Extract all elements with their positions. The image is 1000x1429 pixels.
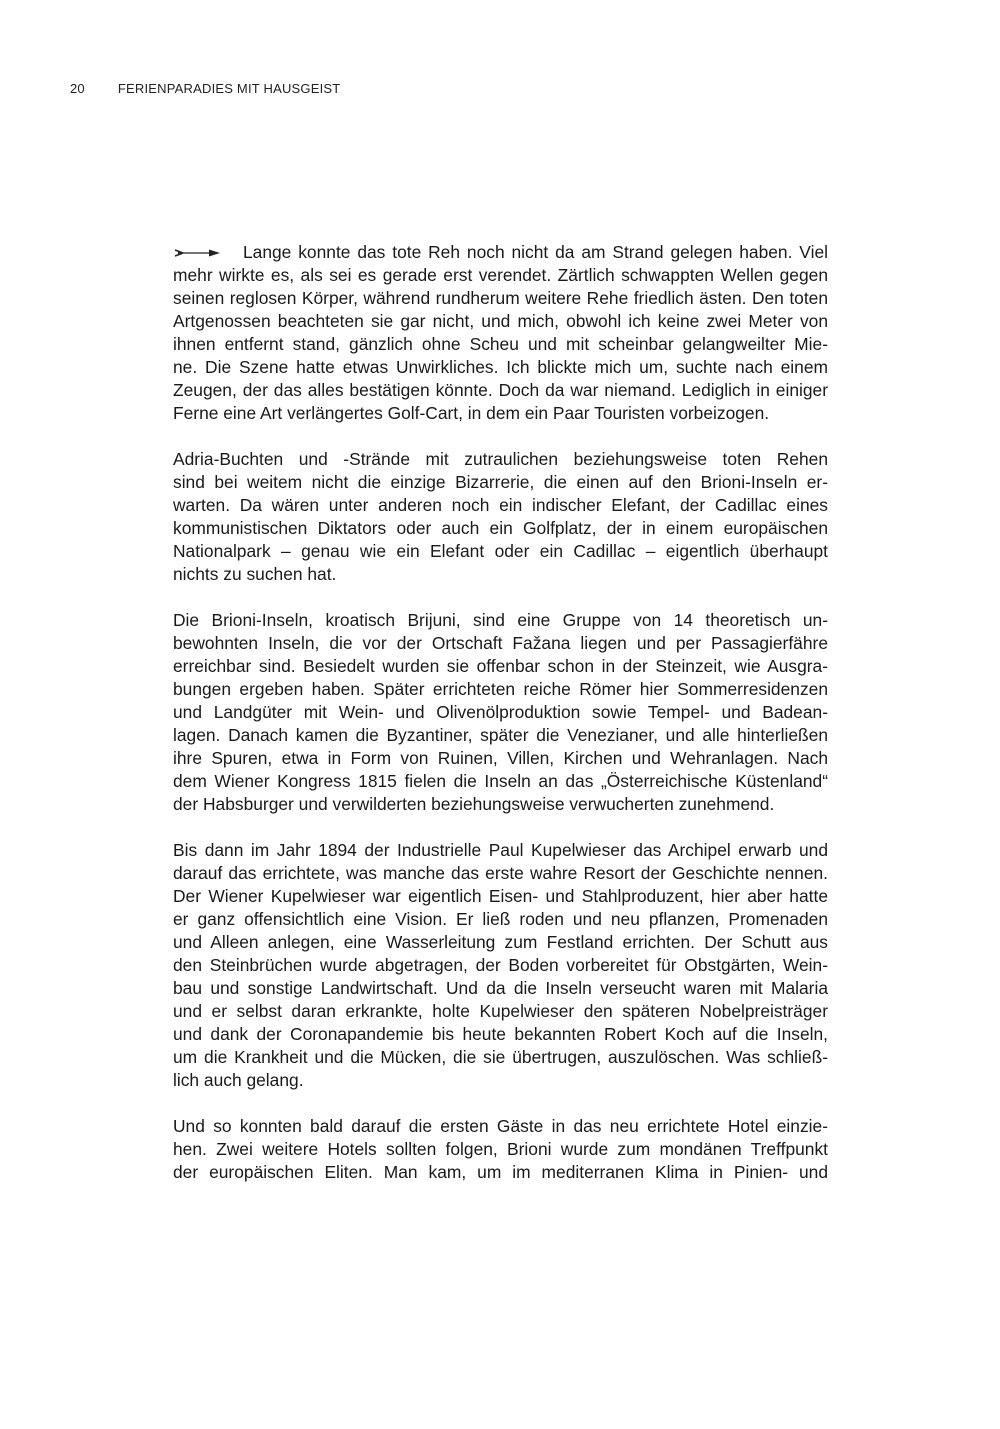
text-line: dem Wiener Kongress 1815 fielen die Inseln an das „Österreichische Küstenland“ xyxy=(173,771,828,791)
text-line: und dank der Coronapandemie bis heute bekannten Robert Koch auf die Inseln, xyxy=(173,1024,828,1044)
paragraph-3 xyxy=(173,609,828,816)
text-line: sind bei weitem nicht die einzige Bizarrerie, die einen auf den Brioni-Inseln er- xyxy=(173,472,828,492)
paragraph-1 xyxy=(173,241,828,425)
text-line: Adria-Buchten und -Strände mit zutraulichen beziehungsweise toten Rehen xyxy=(173,449,828,469)
text-line: Die Brioni-Inseln, kroatisch Brijuni, sind eine Gruppe von 14 theoretisch un- xyxy=(173,610,828,630)
text-line: ihre Spuren, etwa in Form von Ruinen, Villen, Kirchen und Wehranlagen. Nach xyxy=(173,748,828,768)
text-line: der Habsburger und verwilderten beziehungsweise verwucherten zunehmend. xyxy=(173,794,775,814)
arrow-icon xyxy=(173,247,221,259)
body-text xyxy=(173,241,828,1184)
text-line: lich auch gelang. xyxy=(173,1070,304,1090)
text-line: kommunistischen Diktators oder auch ein Golfplatz, der in einem europäischen xyxy=(173,518,828,538)
text-line: seinen reglosen Körper, während rundherum weitere Rehe friedlich ästen. Den toten xyxy=(173,288,828,308)
text-line: Nationalpark – genau wie ein Elefant oder ein Cadillac – eigentlich überhaupt xyxy=(173,541,828,561)
text-line: Ferne eine Art verlängertes Golf-Cart, in dem ein Paar Touristen vorbeizogen. xyxy=(173,403,770,423)
text-line: Artgenossen beachteten sie gar nicht, und mich, obwohl ich keine zwei Meter von xyxy=(173,311,828,331)
text-line: nichts zu suchen hat. xyxy=(173,564,337,584)
text-line: und Alleen anlegen, eine Wasserleitung zum Festland errichten. Der Schutt aus xyxy=(173,932,828,952)
paragraph-4 xyxy=(173,839,828,1092)
text-line: und er selbst daran erkrankte, holte Kupelwieser den späteren Nobelpreisträger xyxy=(173,1001,828,1021)
text-line: ne. Die Szene hatte etwas Unwirkliches. Ich blickte mich um, suchte nach einem xyxy=(173,357,828,377)
page-number: 20 xyxy=(70,81,85,96)
chapter-title: FERIENPARADIES MIT HAUSGEIST xyxy=(117,81,341,96)
text-line: er ganz offensichtlich eine Vision. Er ließ roden und neu pflanzen, Promenaden xyxy=(173,909,828,929)
text-line: bungen ergeben haben. Später errichteten reiche Römer hier Sommerresidenzen xyxy=(173,679,828,699)
text-line: der europäischen Eliten. Man kam, um im mediterranen Klima in Pinien- und xyxy=(173,1162,828,1182)
text-line: Bis dann im Jahr 1894 der Industrielle Paul Kupelwieser das Archipel erwarb und xyxy=(173,840,828,860)
text-line: hen. Zwei weitere Hotels sollten folgen, Brioni wurde zum mondänen Treffpunkt xyxy=(173,1139,828,1159)
text-line: bau und sonstige Landwirtschaft. Und da die Inseln verseucht waren mit Malaria xyxy=(173,978,828,998)
text-line: mehr wirkte es, als sei es gerade erst verendet. Zärtlich schwappten Wellen gegen xyxy=(173,265,828,285)
text-line: und Landgüter mit Wein- und Olivenölproduktion sowie Tempel- und Badean- xyxy=(173,702,828,722)
text-line: erreichbar sind. Besiedelt wurden sie offenbar schon in der Steinzeit, wie Ausgra- xyxy=(173,656,828,676)
text-line: warten. Da wären unter anderen noch ein indischer Elefant, der Cadillac eines xyxy=(173,495,828,515)
text-line: Lange konnte das tote Reh noch nicht da am Strand gelegen haben. Viel xyxy=(243,242,828,262)
text-line: lagen. Danach kamen die Byzantiner, später die Venezianer, und alle hinterließen xyxy=(173,725,828,745)
text-line: um die Krankheit und die Mücken, die sie übertrugen, auszulöschen. Was schließ- xyxy=(173,1047,828,1067)
text-line: den Steinbrüchen wurde abgetragen, der Boden vorbereitet für Obstgärten, Wein- xyxy=(173,955,828,975)
text-line: ihnen entfernt stand, gänzlich ohne Scheu und mit scheinbar gelangweilter Mie- xyxy=(173,334,828,354)
text-line: Und so konnten bald darauf die ersten Gäste in das neu errichtete Hotel einzie- xyxy=(173,1116,828,1136)
text-line: darauf das errichtete, was manche das erste wahre Resort der Geschichte nennen. xyxy=(173,863,828,883)
text-line: Der Wiener Kupelwieser war eigentlich Eisen- und Stahlproduzent, hier aber hatte xyxy=(173,886,828,906)
paragraph-2 xyxy=(173,448,828,586)
text-line: Zeugen, der das alles bestätigen könnte. Doch da war niemand. Lediglich in einiger xyxy=(173,380,828,400)
paragraph-5 xyxy=(173,1115,828,1184)
text-line: bewohnten Inseln, die vor der Ortschaft Fažana liegen und per Passagierfähre xyxy=(173,633,828,653)
running-head xyxy=(70,81,340,96)
